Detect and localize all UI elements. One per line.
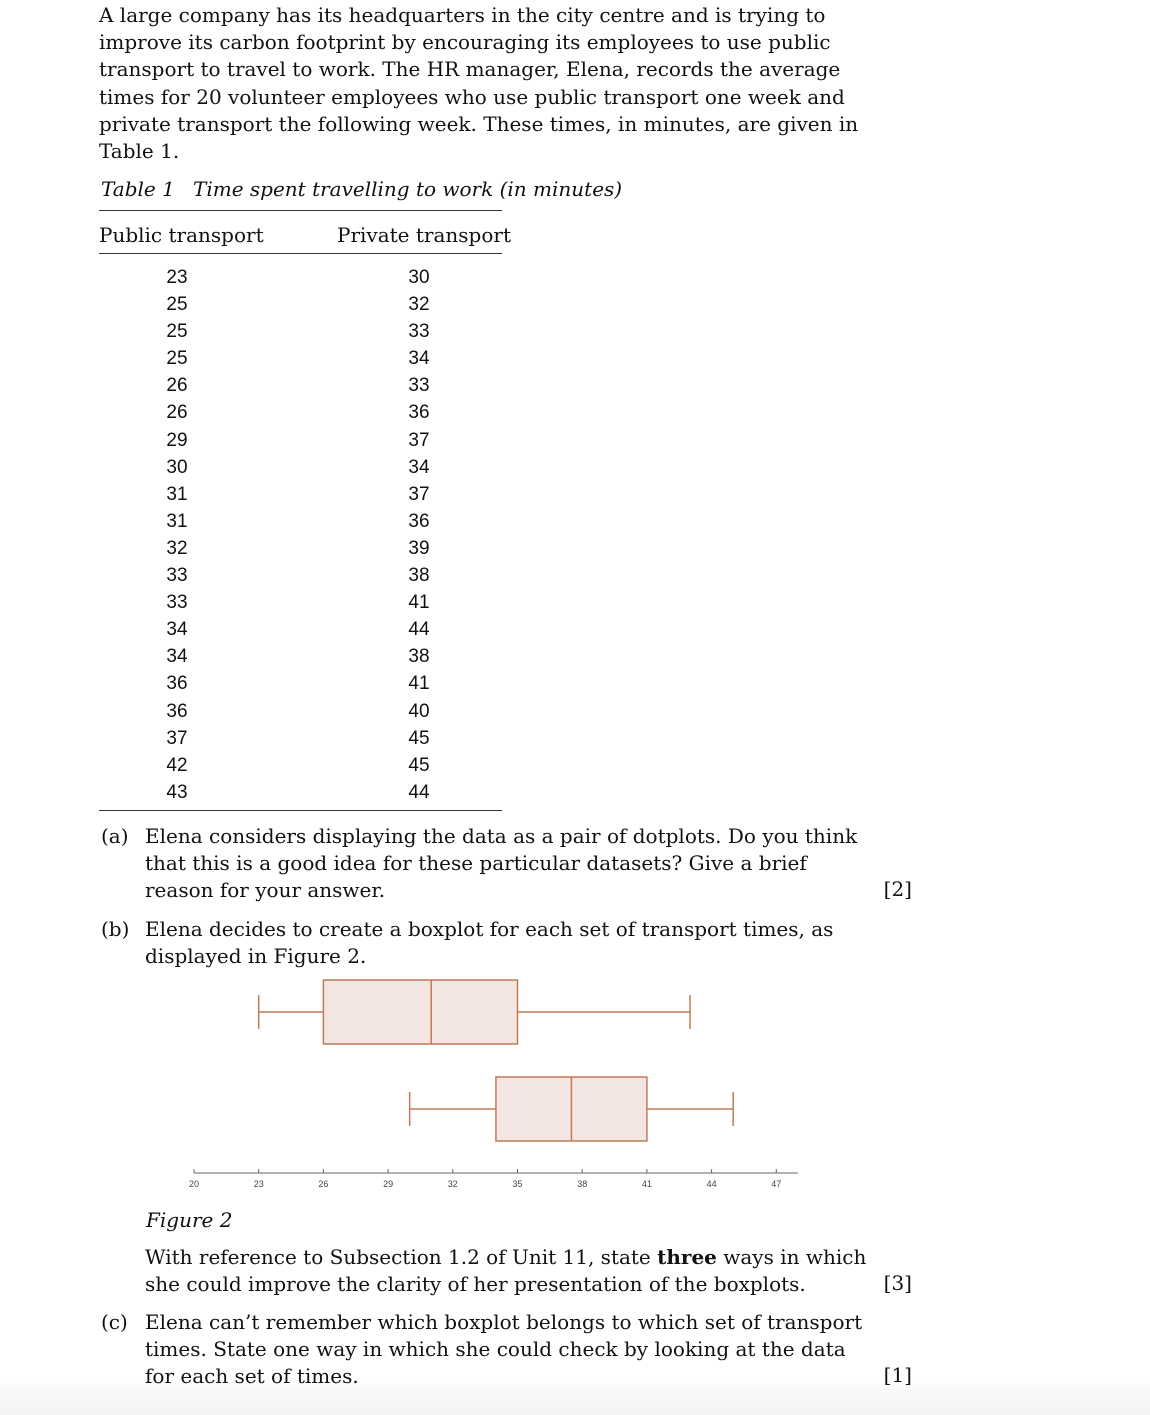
x-axis-tick-label: 47 [771, 1179, 782, 1189]
table-cell-private: 41 [408, 592, 430, 614]
x-axis-tick-label: 26 [318, 1179, 329, 1189]
table-cell-public: 31 [166, 483, 188, 505]
intro-line: A large company has its headquarters in the city centre and is trying to [99, 3, 826, 27]
table-cell-private: 32 [408, 294, 430, 316]
question-a-line: reason for your answer. [145, 878, 386, 903]
table-header-rule [99, 253, 502, 254]
table-cell-private: 44 [408, 781, 430, 803]
question-a-marks: [2] [883, 877, 912, 901]
x-axis-tick-label: 29 [383, 1179, 394, 1189]
intro-line: private transport the following week. These times, in minutes, are given in [99, 111, 859, 136]
table-cell-public: 34 [166, 619, 188, 641]
question-b-instruction-line: she could improve the clarity of her presentation of the boxplots. [145, 1272, 806, 1297]
table-cell-public: 26 [166, 402, 188, 424]
table-cell-public: 43 [166, 781, 188, 803]
x-axis-tick-label: 20 [188, 1179, 200, 1189]
intro-line: transport to travel to work. The HR manager, Elena, records the average [99, 57, 841, 82]
question-c-text [145, 1309, 863, 1391]
question-b-instruction [145, 1244, 867, 1298]
table-cell-public: 23 [166, 267, 188, 288]
x-axis-tick-label: 35 [512, 1179, 523, 1189]
table-cell-private: 34 [408, 348, 430, 370]
table-cell-private: 37 [408, 429, 430, 451]
table-cell-public: 33 [166, 592, 188, 614]
instruction-text-post: ways in which [716, 1245, 867, 1269]
table-cell-private: 38 [408, 646, 430, 668]
table-cell-public: 26 [166, 375, 188, 397]
x-axis-tick-label: 44 [706, 1179, 717, 1189]
table-header-private: Private transport [337, 223, 511, 247]
table-cell-private: 45 [408, 727, 430, 749]
question-b-line: Elena decides to create a boxplot for each set of transport times, as [145, 917, 834, 941]
question-c-line: for each set of times. [145, 1364, 359, 1389]
question-c-line: times. State one way in which she could check by looking at the data [145, 1337, 846, 1362]
boxplot-chart [189, 980, 798, 1189]
table-top-rule [99, 210, 502, 211]
question-a-text [145, 823, 858, 905]
table-cell-public: 29 [166, 429, 188, 451]
x-axis-tick-label: 41 [641, 1179, 652, 1189]
question-b-line: displayed in Figure 2. [145, 944, 367, 969]
table-column-public [147, 264, 207, 806]
table-cell-public: 25 [166, 321, 188, 343]
boxplot-figure [0, 960, 1150, 1200]
intro-line: times for 20 volunteer employees who use public transport one week and [99, 84, 845, 109]
table-cell-private: 33 [408, 375, 430, 397]
table-cell-public: 25 [166, 294, 188, 316]
table-cell-public: 31 [166, 510, 188, 532]
table-cell-public: 36 [166, 673, 188, 695]
table-cell-private: 45 [408, 754, 430, 776]
question-c-label: (c) [101, 1310, 128, 1334]
table-cell-public: 32 [166, 537, 188, 559]
question-b-marks: [3] [883, 1271, 912, 1295]
table-cell-private: 44 [408, 619, 430, 641]
question-c-marks: [1] [883, 1363, 912, 1387]
table-cell-private: 30 [408, 267, 430, 288]
table-column-private [389, 264, 449, 806]
question-b-instruction-line [145, 1244, 867, 1271]
question-c-line: Elena can’t remember which boxplot belongs to which set of transport [145, 1310, 863, 1334]
intro-paragraph [99, 2, 859, 165]
boxplot-box [323, 980, 517, 1044]
table-cell-public: 37 [166, 727, 188, 749]
question-a-line: Elena considers displaying the data as a pair of dotplots. Do you think [145, 824, 858, 848]
question-b-label: (b) [101, 917, 130, 941]
intro-line: Table 1. [99, 139, 180, 164]
instruction-text-pre: With reference to Subsection 1.2 of Unit 11, state [145, 1245, 658, 1269]
question-a-label: (a) [101, 824, 129, 848]
table-cell-private: 34 [408, 456, 430, 478]
table-cell-private: 38 [408, 565, 430, 587]
table-caption [101, 177, 622, 201]
table-cell-public: 33 [166, 565, 188, 587]
x-axis-tick-label: 38 [577, 1179, 588, 1189]
table-cell-public: 42 [166, 754, 188, 776]
table-cell-private: 37 [408, 483, 430, 505]
table-cell-private: 39 [408, 537, 430, 559]
table-cell-public: 36 [166, 700, 188, 722]
table-cell-private: 41 [408, 673, 430, 695]
x-axis-tick-label: 23 [253, 1179, 264, 1189]
question-a-line: that this is a good idea for these particular datasets? Give a brief [145, 851, 807, 876]
table-header-public: Public transport [99, 223, 264, 247]
table-caption-number: Table 1 [101, 177, 175, 201]
table-bottom-rule [99, 810, 502, 811]
table-cell-public: 25 [166, 348, 188, 370]
table-cell-public: 30 [166, 456, 188, 478]
x-axis-tick-label: 32 [447, 1179, 458, 1189]
table-caption-title: Time spent travelling to work (in minutes) [193, 177, 623, 201]
table-cell-public: 34 [166, 646, 188, 668]
table-cell-private: 36 [408, 402, 430, 424]
table-cell-private: 33 [408, 321, 430, 343]
instruction-text-bold: three [657, 1245, 717, 1269]
intro-line: improve its carbon footprint by encouraging its employees to use public [99, 30, 831, 55]
figure-label: Figure 2 [146, 1208, 233, 1232]
table-cell-private: 40 [408, 700, 430, 722]
table-cell-private: 36 [408, 510, 430, 532]
